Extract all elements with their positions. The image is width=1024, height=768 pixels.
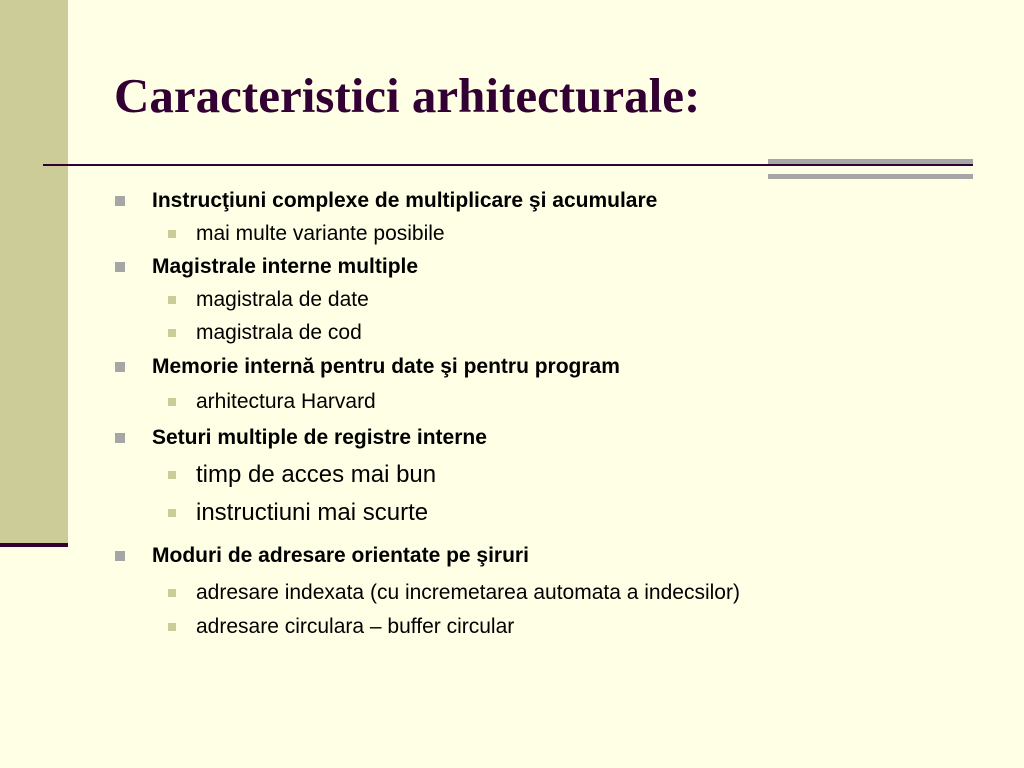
square-bullet-icon [168,589,176,597]
sub-bullet-text: adresare circulara – buffer circular [196,615,515,638]
square-bullet-icon [168,329,176,337]
slide-title: Caracteristici arhitecturale: [114,68,701,123]
square-bullet-icon [115,551,125,561]
square-bullet-icon [168,471,176,479]
sub-bullet-text: timp de acces mai bun [196,461,437,488]
sub-bullet-text: adresare indexata (cu incremetarea automata a indecsilor) [196,581,740,604]
square-bullet-icon [168,296,176,304]
square-bullet-icon [168,398,176,406]
bullet-text: Instrucţiuni complexe de multiplicare şi acumulare [152,189,658,212]
sub-bullet-text: instructiuni mai scurte [196,499,429,526]
square-bullet-icon [168,509,176,517]
sub-bullet-text: magistrala de cod [196,321,362,344]
square-bullet-icon [115,196,125,206]
square-bullet-icon [168,230,176,238]
square-bullet-icon [115,433,125,443]
bullet-text: Seturi multiple de registre interne [152,426,487,449]
sub-bullet-text: mai multe variante posibile [196,222,445,245]
bullet-text: Moduri de adresare orientate pe şiruri [152,544,529,567]
square-bullet-icon [115,362,125,372]
sub-bullet-text: magistrala de date [196,288,369,311]
sub-bullet-text: arhitectura Harvard [196,390,376,413]
square-bullet-icon [115,262,125,272]
square-bullet-icon [168,623,176,631]
bullet-text: Magistrale interne multiple [152,255,419,278]
bullet-text: Memorie internă pentru date şi pentru program [152,355,620,378]
